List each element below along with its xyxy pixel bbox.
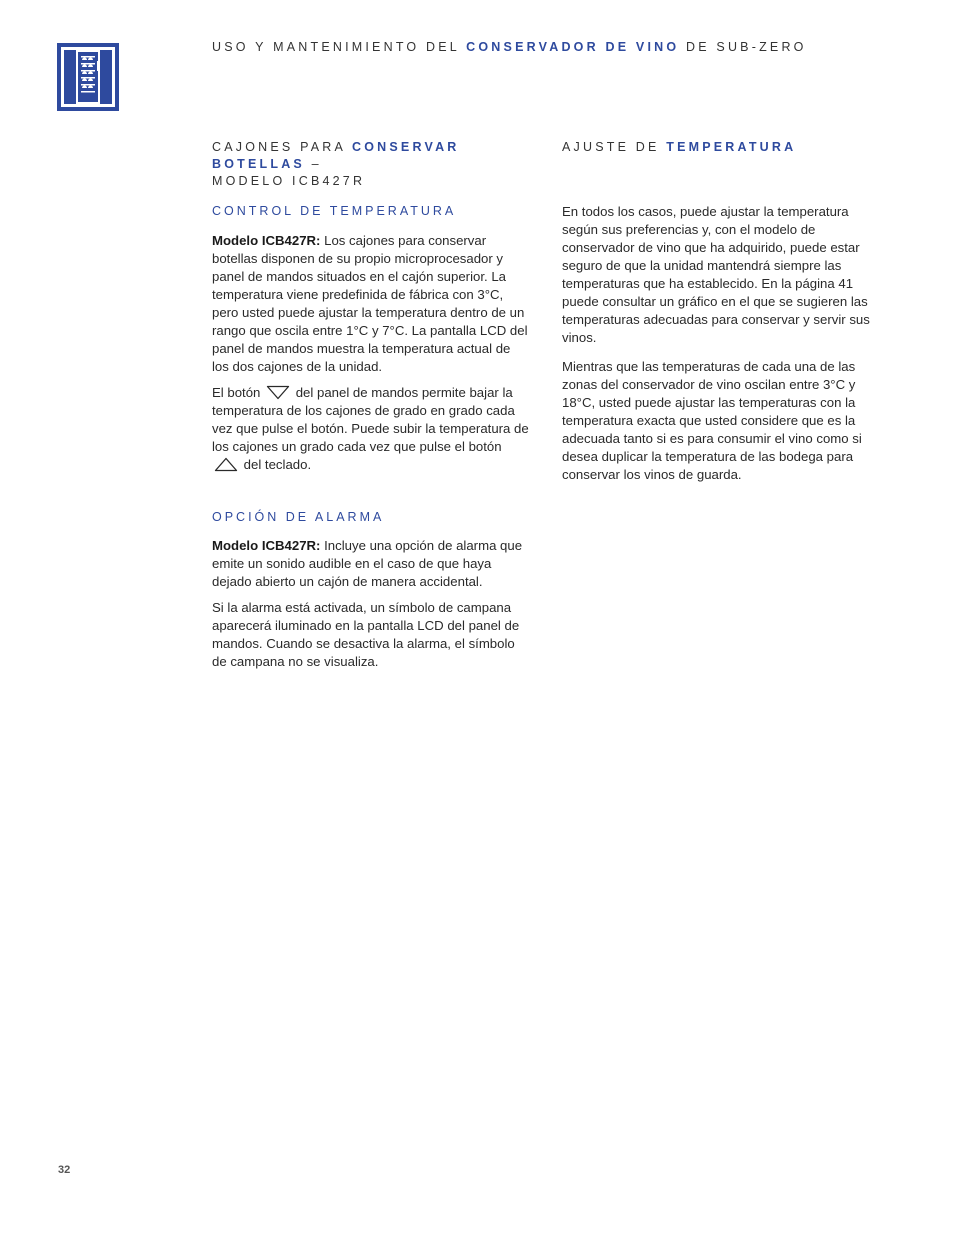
paragraph-text: Incluye una opción de alarma que emite un sonido audible en el caso de que haya dejado abierto un cajón de manera accidental.	[212, 538, 523, 589]
running-header	[212, 40, 812, 54]
paragraph-temp-control-2	[212, 384, 530, 474]
subheading-alarm: OPCIÓN DE ALARMA	[212, 510, 385, 524]
header-prefix: USO Y MANTENIMIENTO DEL	[212, 40, 467, 54]
left-column	[212, 139, 530, 671]
down-triangle-button-icon	[266, 385, 290, 400]
heading-prefix: AJUSTE DE	[562, 140, 667, 154]
paragraph-text: del teclado.	[240, 457, 312, 472]
heading-highlight: TEMPERATURA	[666, 140, 797, 154]
paragraph-text: El botón	[212, 385, 265, 400]
section-heading-ajuste	[562, 139, 880, 156]
model-label: Modelo ICB427R:	[212, 538, 321, 553]
up-triangle-button-icon	[214, 457, 238, 472]
paragraph-temp-control-1	[212, 232, 530, 376]
paragraph-text: Los cajones para conservar botellas disponen de su propio microprocesador y panel de mandos situados en el cajón superior. La temperatura viene predefinida de fábrica con 3°C, pero usted puede ajustar la temperatura dentro de un rango que oscila entre 1°C y 7°C. La pantalla LCD del panel de mandos muestra la temperatura actual de los dos cajones de la unidad.	[212, 233, 528, 374]
subheading-temp-control: CONTROL DE TEMPERATURA	[212, 204, 457, 218]
paragraph-ajuste-1: En todos los casos, puede ajustar la temperatura según sus preferencias y, con el modelo de conservador de vino que ha adquirido, puede estar seguro de que la unidad mantendrá siempre las temperaturas que ha establecido. En la página 41 puede consultar un gráfico en el que se sugieren las temperaturas adecuadas para conservar y servir sus vinos.	[562, 204, 870, 345]
paragraph-alarm-1	[212, 537, 530, 591]
header-suffix: DE SUB-ZERO	[679, 40, 807, 54]
heading-model: MODELO ICB427R	[212, 174, 366, 188]
section-heading-cajones	[212, 139, 530, 190]
header-highlight: CONSERVADOR DE VINO	[466, 40, 680, 54]
heading-dash: –	[304, 157, 322, 171]
wine-storage-logo-icon	[57, 43, 119, 111]
paragraph-ajuste-2: Mientras que las temperaturas de cada una de las zonas del conservador de vino oscilan entre 3°C y 18°C, usted puede ajustar las temperaturas con la temperatura exacta que usted considere que es la adecuada tanto si es para consumir el vino como si desea duplicar la temperatura de las bodega para conservar los vinos de guarda.	[562, 359, 862, 482]
paragraph-text: del panel de mandos permite bajar la temperatura de los cajones de grado en grado cada vez que pulse el botón. Puede subir la temperatura de los cajones un grado cada vez que pulse el botón	[212, 385, 529, 454]
right-column	[562, 139, 880, 484]
page-number: 32	[58, 1164, 71, 1176]
model-label: Modelo ICB427R:	[212, 233, 321, 248]
heading-highlight-1: CONSERVAR	[352, 140, 460, 154]
heading-prefix: CAJONES PARA	[212, 140, 353, 154]
paragraph-alarm-2: Si la alarma está activada, un símbolo de campana aparecerá iluminado en la pantalla LCD del panel de mandos. Cuando se desactiva la alarma, el símbolo de campana no se visualiza.	[212, 600, 520, 669]
heading-highlight-2: BOTELLAS	[212, 157, 305, 171]
